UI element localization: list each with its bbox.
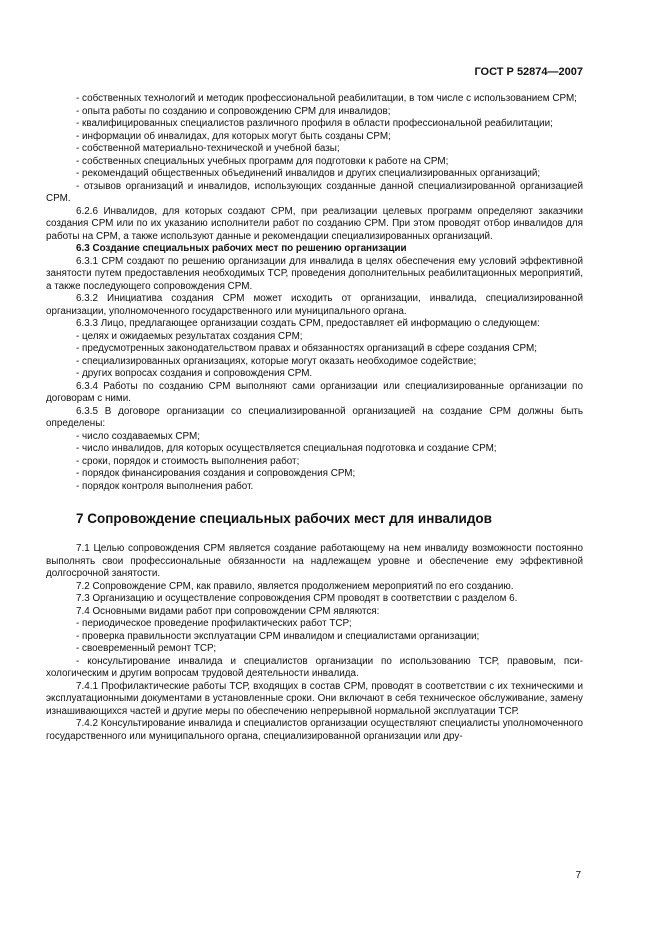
paragraph: - своевременный ремонт ТСР; xyxy=(76,643,217,654)
page-body xyxy=(46,93,583,743)
paragraph: - рекомендаций общественных объединений инвалидов и других специализированных организаций; xyxy=(76,168,541,179)
paragraph: - число создаваемых СРМ; xyxy=(76,430,200,442)
paragraph: - порядок контроля выполнения работ. xyxy=(76,480,254,492)
paragraph-group-b xyxy=(46,256,583,494)
paragraph: - отзывов организаций и инвалидов, использующих созданные данной специализированной организацией СРМ. xyxy=(46,180,583,204)
paragraph: - информации об инвалидах, для которых могут быть созданы СРМ; xyxy=(76,130,391,142)
paragraph: 7.1 Целью сопровождения СРМ является создание работающему на нем инвалиду возможности постоянно выполнять свои профессиональные обязанности на надлежащем уровне и обеспечение ему эффективной долгосрочной занятости. xyxy=(46,543,583,579)
paragraph: - порядок финансирования создания и сопровождения СРМ; xyxy=(76,468,356,479)
paragraph: 6.3.1 СРМ создают по решению организации для инвалида в целях обеспечения ему условий эффективной занятости путем предоставления необходимых ТСР, проведения дополнительных реабилитационных мероприятий, а также последующего сопровождения СРМ. xyxy=(46,255,583,292)
paragraph: 7.3 Организацию и осуществление сопровождения СРМ проводят в соответствии с разделом 6. xyxy=(76,593,518,604)
document-number: ГОСТ Р 52874—2007 xyxy=(474,66,583,78)
paragraph: 7.2 Сопровождение СРМ, как правило, является продолжением мероприятий по его созданию. xyxy=(76,580,514,592)
paragraph-group-c xyxy=(46,543,583,743)
paragraph: - целях и ожидаемых результатах создания СРМ; xyxy=(76,330,303,342)
paragraph: - сроки, порядок и стоимость выполнения работ; xyxy=(76,455,300,467)
paragraph: - опыта работы по созданию и сопровождению СРМ для инвалидов; xyxy=(76,105,391,117)
paragraph: - предусмотренных законодательством правах и обязанностях организаций в сфере создания СРМ; xyxy=(76,343,538,354)
paragraph: 6.3.5 В договоре организации со специализированной организацией на создание СРМ должны быть определены: xyxy=(46,405,583,429)
paragraph: 6.3.2 Инициатива создания СРМ может исходить от организации, инвалида, специализированной организации, уполномоченного государственного или муниципального органа. xyxy=(46,293,583,317)
paragraph: 6.3.3 Лицо, предлагающее организации создать СРМ, предоставляет ей информацию о следующем: xyxy=(76,318,540,329)
paragraph: - проверка правильности эксплуатации СРМ инвалидом и специалистами организации; xyxy=(76,630,480,642)
paragraph: 6.2.6 Инвалидов, для которых создают СРМ, при реализации целевых программ определяют заказчики создания СРМ или по их указанию исполнители работ по созданию СРМ. При этом проводят отбор инвалидов для работы на СРМ, а также используют данные и рекомендации специализированных организаций. xyxy=(46,205,583,242)
section-heading: 7 Сопровождение специальных рабочих мест для инвалидов xyxy=(76,511,492,526)
paragraph-group-a xyxy=(46,93,583,243)
paragraph: - других вопросах создания и сопровождения СРМ. xyxy=(76,368,313,379)
paragraph: - собственной материально-технической и учебной базы; xyxy=(76,143,340,154)
paragraph: - собственных технологий и методик профессиональной реабилитации, в том числе с использованием СРМ; xyxy=(76,93,577,104)
paragraph: - консультирование инвалида и специалистов организации по использованию ТСР, правовым, психологическим и другим вопросам трудовой деятельности инвалида. xyxy=(46,655,583,679)
paragraph: 7.4.1 Профилактические работы ТСР, входящих в состав СРМ, проводят в соответствии с их техническими и эксплуатационными документами в установленные сроки. Они включают в себя техническое обслуживание, замену изнашивающихся частей и другие меры по обеспечению непрерывной нормальной эксплуатации ТСР. xyxy=(46,680,583,717)
paragraph: - специализированных организациях, которые могут оказать необходимое содействие; xyxy=(76,355,477,367)
subsection-heading: 6.3 Создание специальных рабочих мест по решению организации xyxy=(76,243,407,254)
paragraph: 6.3.4 Работы по созданию СРМ выполняют сами организации или специализированные организации по договорам с ними. xyxy=(46,380,583,404)
paragraph: - периодическое проведение профилактических работ ТСР; xyxy=(76,618,352,629)
paragraph: - квалифицированных специалистов различного профиля в области профессиональной реабилитации; xyxy=(76,118,553,129)
paragraph: 7.4.2 Консультирование инвалида и специалистов организации осуществляют специалисты уполномоченного государственного или муниципального органа, специализированной организации или дру- xyxy=(46,718,583,742)
paragraph: 7.4 Основными видами работ при сопровождении СРМ являются: xyxy=(76,605,380,617)
paragraph: - число инвалидов, для которых осуществляется специальная подготовка и создание СРМ; xyxy=(76,443,497,454)
page-number: 7 xyxy=(575,870,581,881)
paragraph: - собственных специальных учебных программ для подготовки к работе на СРМ; xyxy=(76,155,449,167)
